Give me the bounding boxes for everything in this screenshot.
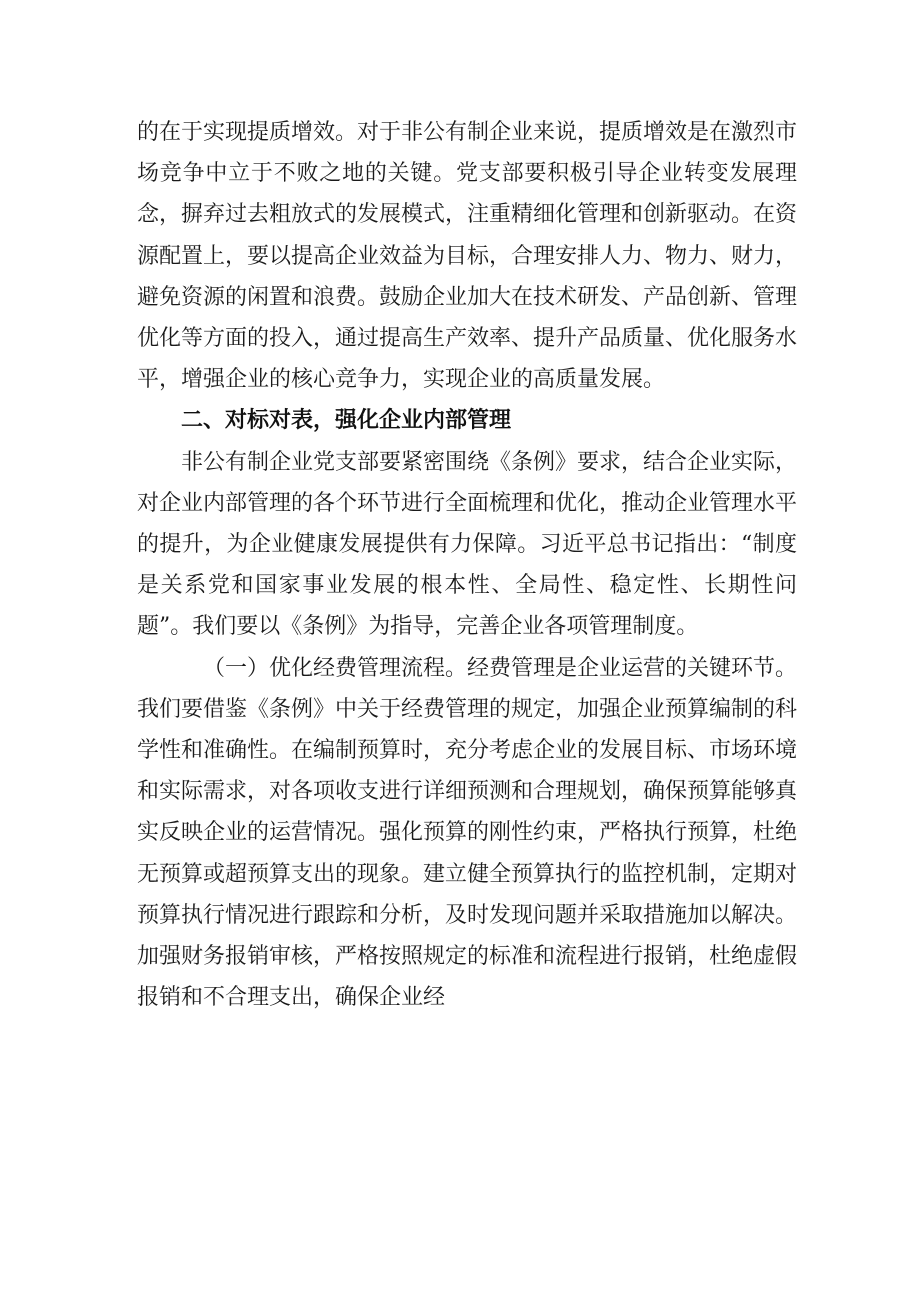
body-paragraph: 的在于实现提质增效。对于非公有制企业来说，提质增效是在激烈市场竞争中立于不败之地的关键。党支部要积极引导企业转变发展理念，摒弃过去粗放式的发展模式，注重精细化管理和创新驱动。在资源配置上，要以提高企业效益为目标，合理安排人力、物力、财力，避免资源的闲置和浪费。鼓励企业加大在技术研发、产品创新、管理优化等方面的投入，通过提高生产效率、提升产品质量、优化服务水平，增强企业的核心竞争力，实现企业的高质量发展。 bbox=[137, 120, 798, 393]
subsection-paragraph: （一）优化经费管理流程。经费管理是企业运营的关键环节。我们要借鉴《条例》中关于经费管理的规定，加强企业预算编制的科学性和准确性。在编制预算时，充分考虑企业的发展目标、市场环境和实际需求，对各项收支进行详细预测和合理规划，确保预算能够真实反映企业的运营情况。强化预算的刚性约束，严格执行预算，杜绝无预算或超预算支出的现象。建立健全预算执行的监控机制，定期对预算执行情况进行跟踪和分析，及时发现问题并采取措施加以解决。加强财务报销审核，严格按照规定的标准和流程进行报销，杜绝虚假报销和不合理支出，确保企业经 bbox=[137, 655, 798, 1011]
section-heading: 二、对标对表，强化企业内部管理 bbox=[181, 408, 512, 434]
document-page bbox=[137, 112, 797, 1018]
body-paragraph: 非公有制企业党支部要紧密围绕《条例》要求，结合企业实际，对企业内部管理的各个环节进行全面梳理和优化，推动企业管理水平的提升，为企业健康发展提供有力保障。习近平总书记指出：“制度是关系党和国家事业发展的根本性、全局性、稳定性、长期性问题”。我们要以《条例》为指导，完善企业各项管理制度。 bbox=[137, 449, 798, 640]
